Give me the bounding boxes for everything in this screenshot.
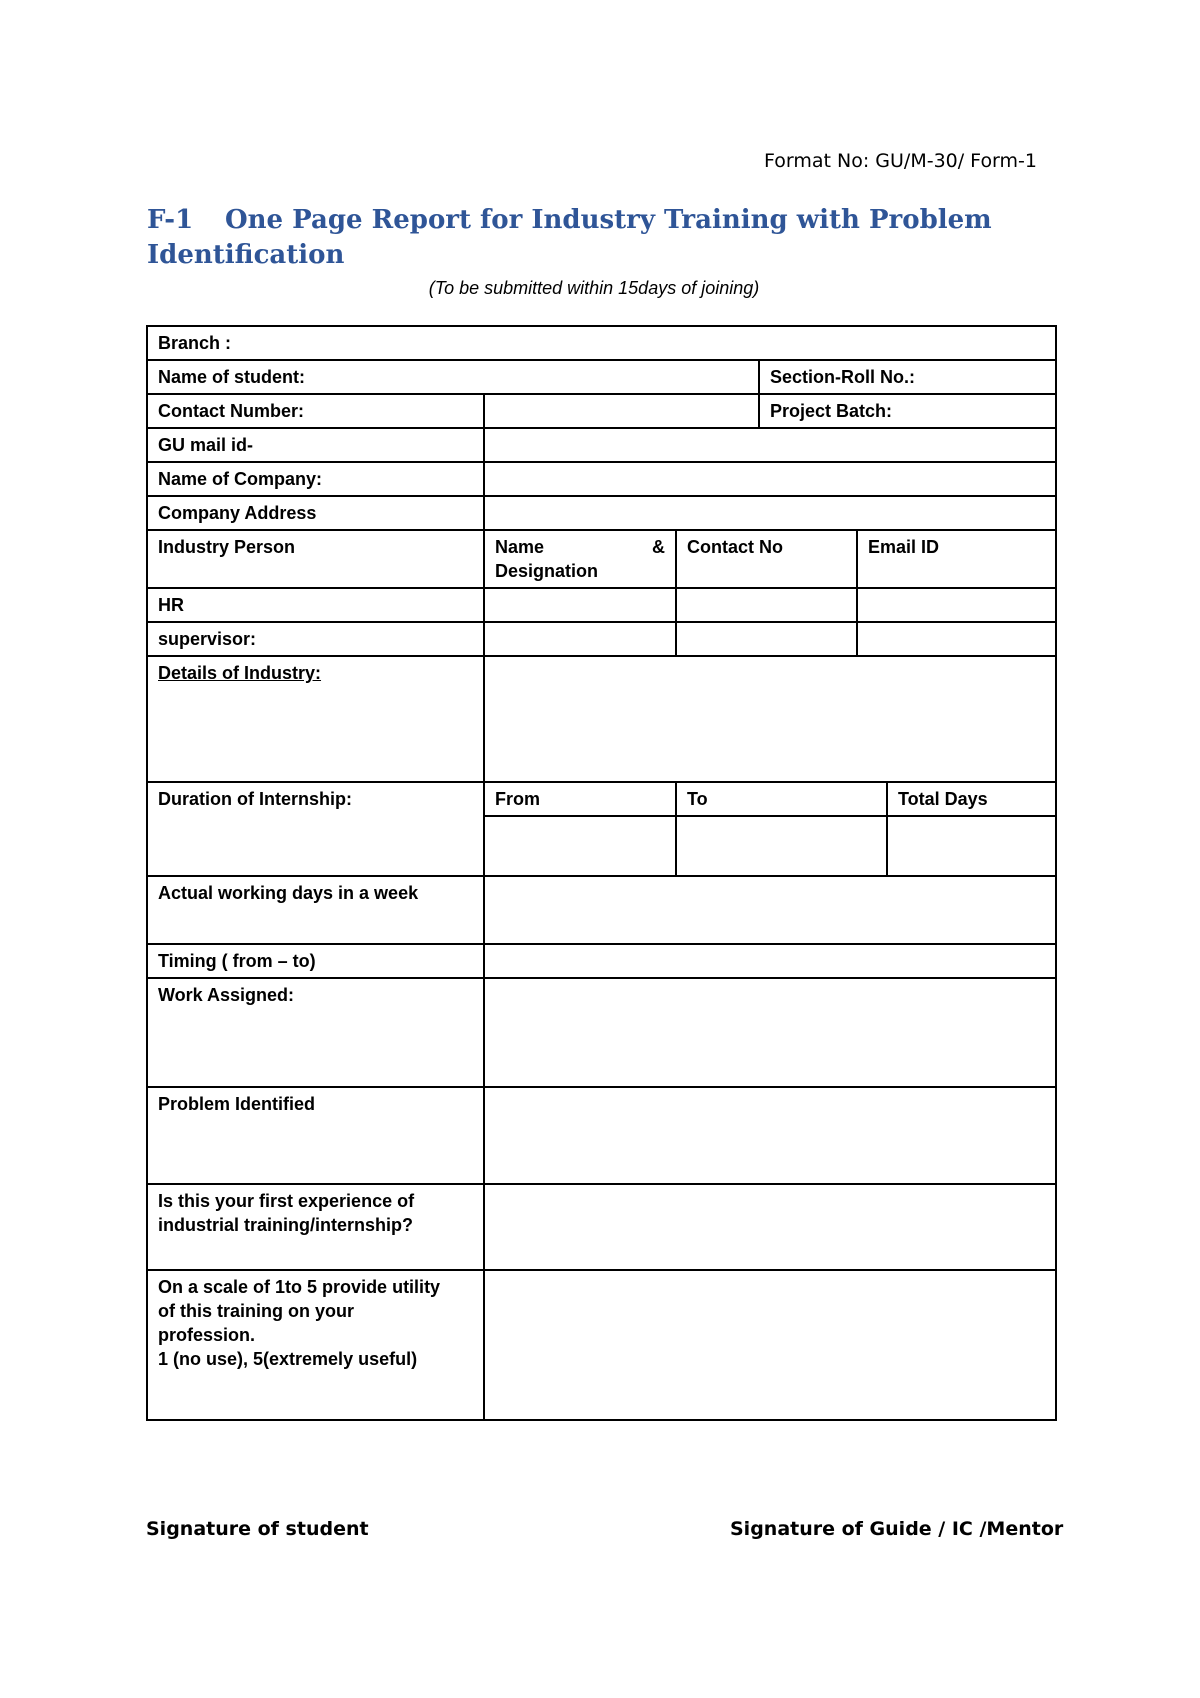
gu-mail-label: GU mail id-	[158, 435, 254, 455]
contact-number-label-cell	[147, 394, 484, 428]
gu-mail-input[interactable]	[484, 428, 1056, 462]
to-header	[676, 782, 887, 816]
first-experience-label-cell	[147, 1184, 484, 1270]
supervisor-name-input[interactable]	[484, 622, 676, 656]
row-contact	[147, 394, 1056, 428]
to-label: To	[687, 789, 708, 809]
contact-no-label: Contact No	[687, 537, 783, 557]
row-work-assigned	[147, 978, 1056, 1087]
student-signature-label: Signature of student	[146, 1518, 369, 1540]
name-header-label: Name	[495, 537, 545, 557]
industry-person-label-cell	[147, 530, 484, 588]
row-first-experience	[147, 1184, 1056, 1270]
to-input[interactable]	[676, 816, 887, 876]
designation-header-label: Designation	[495, 561, 599, 581]
form-title-text: One Page Report for Industry Training with Problem Identification	[147, 205, 992, 270]
ampersand-label: &	[652, 537, 665, 557]
utility-scale-label-cell	[147, 1270, 484, 1420]
total-days-input[interactable]	[887, 816, 1056, 876]
guide-signature-label: Signature of Guide / IC /Mentor	[730, 1518, 1064, 1540]
utility-scale-input[interactable]	[484, 1270, 1056, 1420]
branch-field[interactable]	[147, 326, 1056, 360]
work-assigned-label-cell	[147, 978, 484, 1087]
section-roll-label: Section-Roll No.:	[770, 367, 915, 387]
contact-number-input[interactable]	[484, 394, 759, 428]
hr-name-input[interactable]	[484, 588, 676, 622]
working-days-input[interactable]	[484, 876, 1056, 944]
row-details-industry	[147, 656, 1056, 782]
gu-mail-label-cell	[147, 428, 484, 462]
row-working-days	[147, 876, 1056, 944]
row-utility-scale	[147, 1270, 1056, 1420]
utility-scale-line-2: of this training on your	[158, 1301, 354, 1321]
supervisor-email-input[interactable]	[857, 622, 1056, 656]
student-name-field[interactable]	[147, 360, 759, 394]
utility-scale-line-1: On a scale of 1to 5 provide utility	[158, 1277, 441, 1297]
name-designation-header	[484, 530, 676, 588]
company-name-label: Name of Company:	[158, 469, 323, 489]
branch-label: Branch :	[158, 333, 232, 353]
duration-label-cell	[147, 782, 484, 876]
form-id: F-1	[147, 205, 194, 235]
work-assigned-label: Work Assigned:	[158, 985, 295, 1005]
form-subtitle: (To be submitted within 15days of joining)	[428, 278, 760, 298]
hr-email-input[interactable]	[857, 588, 1056, 622]
company-address-label: Company Address	[158, 503, 317, 523]
company-name-label-cell	[147, 462, 484, 496]
row-supervisor	[147, 622, 1056, 656]
from-header	[484, 782, 676, 816]
format-number: Format No: GU/M-30/ Form-1	[764, 150, 1037, 172]
row-hr	[147, 588, 1056, 622]
total-days-label: Total Days	[898, 789, 988, 809]
row-branch	[147, 326, 1056, 360]
working-days-label: Actual working days in a week	[158, 883, 419, 903]
company-name-input[interactable]	[484, 462, 1056, 496]
timing-input[interactable]	[484, 944, 1056, 978]
from-label: From	[495, 789, 540, 809]
working-days-label-cell	[147, 876, 484, 944]
from-input[interactable]	[484, 816, 676, 876]
first-experience-label: Is this your first experience of industrial training/internship?	[158, 1191, 415, 1235]
problem-identified-input[interactable]	[484, 1087, 1056, 1184]
row-duration-header	[147, 782, 1056, 816]
details-industry-input[interactable]	[484, 656, 1056, 782]
utility-scale-line-4: 1 (no use), 5(extremely useful)	[158, 1349, 418, 1369]
supervisor-contact-input[interactable]	[676, 622, 857, 656]
timing-label: Timing ( from – to)	[158, 951, 316, 971]
details-industry-label: Details of Industry:	[158, 663, 322, 683]
supervisor-label: supervisor:	[158, 629, 257, 649]
row-company-address	[147, 496, 1056, 530]
contact-number-label: Contact Number:	[158, 401, 305, 421]
first-experience-input[interactable]	[484, 1184, 1056, 1270]
row-timing	[147, 944, 1056, 978]
email-id-header	[857, 530, 1056, 588]
duration-label: Duration of Internship:	[158, 789, 352, 809]
hr-label-cell	[147, 588, 484, 622]
row-industry-person-header	[147, 530, 1056, 588]
work-assigned-input[interactable]	[484, 978, 1056, 1087]
company-address-label-cell	[147, 496, 484, 530]
industry-person-label: Industry Person	[158, 537, 296, 557]
row-gu-mail	[147, 428, 1056, 462]
problem-identified-label: Problem Identified	[158, 1094, 316, 1114]
project-batch-field[interactable]	[759, 394, 1056, 428]
total-days-header	[887, 782, 1056, 816]
utility-scale-line-3: profession.	[158, 1325, 256, 1345]
hr-label: HR	[158, 595, 184, 615]
contact-no-header	[676, 530, 857, 588]
email-id-label: Email ID	[868, 537, 940, 557]
company-address-input[interactable]	[484, 496, 1056, 530]
row-problem-identified	[147, 1087, 1056, 1184]
student-name-label: Name of student:	[158, 367, 306, 387]
section-roll-field[interactable]	[759, 360, 1056, 394]
supervisor-label-cell	[147, 622, 484, 656]
row-company-name	[147, 462, 1056, 496]
problem-identified-label-cell	[147, 1087, 484, 1184]
project-batch-label: Project Batch:	[770, 401, 893, 421]
row-student-name	[147, 360, 1056, 394]
details-industry-label-cell	[147, 656, 484, 782]
hr-contact-input[interactable]	[676, 588, 857, 622]
report-form-table	[146, 325, 1057, 1421]
timing-label-cell	[147, 944, 484, 978]
form-title	[147, 203, 1047, 273]
